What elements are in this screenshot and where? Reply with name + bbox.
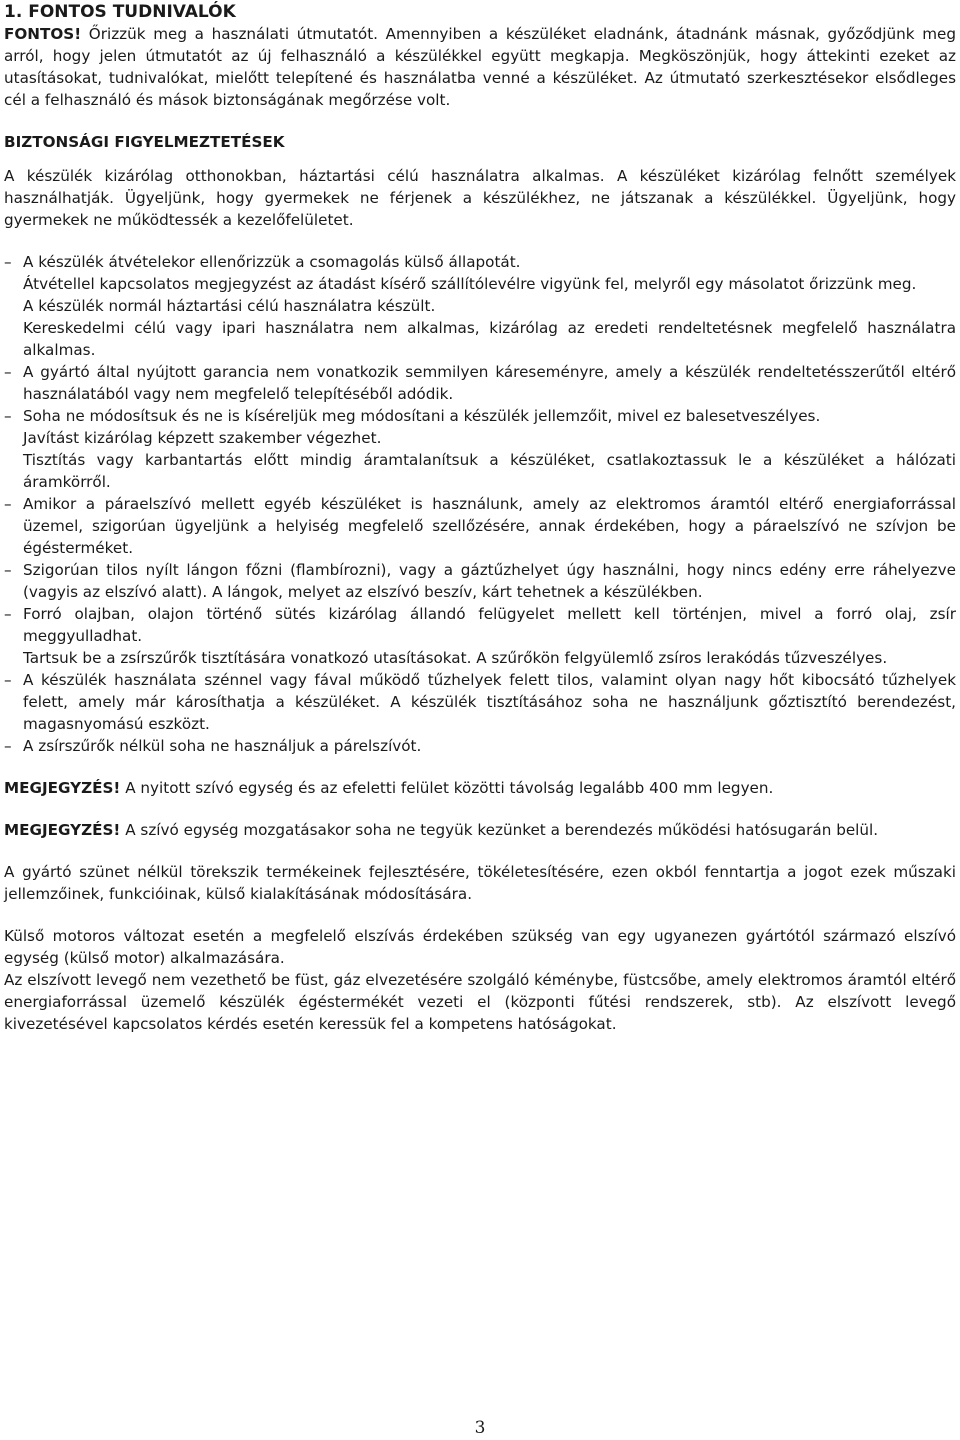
warning-item: – Forró olajban, olajon történő sütés kizárólag állandó felügyelet mellett kell történjen, mivel a forró olaj, zsír meggyulladhat. [4,605,956,645]
warning-continuation: Tartsuk be a zsírszűrők tisztítására vonatkozó utasításokat. A szűrőkön felgyülemlő zsíros lerakódás tűzveszélyes. [23,649,888,667]
warning-continuation: Tisztítás vagy karbantartás előtt mindig áramtalanítsuk a készüléket, csatlakoztassuk le a készüléket a hálózati áramkörről. [23,451,956,491]
safety-intro: A készülék kizárólag otthonokban, háztartási célú használatra alkalmas. A készüléket kizárólag felnőtt személyek használhatják. Ügyeljünk, hogy gyermekek ne férjenek a készülékhez, ne játszanak a készülékkel. Ügyeljünk, hogy gyermekek ne működtessék a kezelőfelületet. [4,167,956,229]
dash-bullet: – [4,407,12,425]
note-lead: MEGJEGYZÉS! [4,779,121,797]
dash-bullet: – [4,605,12,623]
dash-bullet: – [4,363,12,381]
warning-continuation: A készülék normál háztartási célú használatra készült. [23,297,436,315]
manual-page [4,0,956,1035]
dash-bullet: – [4,671,12,689]
note-paragraph: MEGJEGYZÉS! A szívó egység mozgatásakor soha ne tegyük kezünket a berendezés működési hatósugarán belül. [4,821,879,839]
intro-text: Őrizzük meg a használati útmutatót. Amennyiben a készüléket eladnánk, átadnánk másnak, győződjünk meg arról, hogy jelen útmutatót az új felhasználó a készülékkel együtt megkapja. Megköszönjük, hogy áttekinti ezeket az utasításokat, tudnivalókat, mielőtt telepítené és használatba venné a készüléket. Az útmutató szerkesztésekor elsődleges cél a felhasználó és mások biztonságának megőrzése volt. [4,25,956,109]
warning-item: – A készülék használata szénnel vagy fával működő tűzhelyek felett tilos, valamint olyan nagy hőt kibocsátó tűzhelyek felett, amely már károsíthatja a készüléket. A készülék tisztításához soha ne használjunk gőztisztító berendezést, magasnyomású eszközt. [4,671,956,733]
safety-title: BIZTONSÁGI FIGYELMEZTETÉSEK [4,133,285,151]
warning-item: – Szigorúan tilos nyílt lángon főzni (flambírozni), vagy a gáztűzhelyet úgy használni, hogy nincs edény erre ráhelyezve (vagyis az elszívó alatt). A lángok, melyet az elszívó beszív, kárt tehetnek a készülékben. [4,561,956,601]
warning-continuation: Javítást kizárólag képzett szakember végezhet. [23,429,382,447]
warning-item: – Amikor a páraelszívó mellett egyéb készüléket is használunk, amely az elektromos áramtól eltérő energiaforrással üzemel, szigorúan ügyeljünk a helyiség megfelelő szellőzésére, annak érdekében, hogy a páraelszívó ne szívjon be égésterméket. [4,495,956,557]
warning-item: – Soha ne módosítsuk és ne is kíséreljük meg módosítani a készülék jellemzőit, mivel ez balesetveszélyes. [4,407,821,425]
dash-bullet: – [4,253,12,271]
warning-item: – A gyártó által nyújtott garancia nem vonatkozik semmilyen káreseményre, amely a készülék rendeltetésszerűtől eltérő használatából vagy nem megfelelő telepítéséből adódik. [4,363,956,403]
warning-item: – A készülék átvételekor ellenőrizzük a csomagolás külső állapotát. [4,253,521,271]
page-number: 3 [474,1418,486,1438]
warning-continuation: Kereskedelmi célú vagy ipari használatra nem alkalmas, kizárólag az eredeti rendeltetésnek megfelelő használatra alkalmas. [23,319,956,359]
section-title: 1. FONTOS TUDNIVALÓK [4,2,236,22]
dash-bullet: – [4,495,12,513]
exhaust-note: Az elszívott levegő nem vezethető be füst, gáz elvezetésére szolgáló kéménybe, füstcsőbe, amely elektromos áramtól eltérő energiaforrással üzemelő készülék égéstermékét vezeti el (központi fűtési rendszerek, stb). Az elszívott levegő kivezetésével kapcsolatos kérdés esetén keressük fel a kompetens hatóságokat. [4,971,956,1033]
dash-bullet: – [4,561,12,579]
important-lead: FONTOS! [4,25,82,43]
warning-continuation: Átvétellel kapcsolatos megjegyzést az átadást kísérő szállítólevélre vigyünk fel, melyről egy másolatot őrizzünk meg. [23,275,917,293]
manufacturer-note: A gyártó szünet nélkül törekszik termékeinek fejlesztésére, tökéletesítésére, ezen okból fenntartja a jogot ezek műszaki jellemzőinek, funkcióinak, külső kialakításának módosítására. [4,863,956,903]
note-lead: MEGJEGYZÉS! [4,821,121,839]
warning-list [4,251,956,757]
intro-paragraph [4,23,956,111]
note-paragraph: MEGJEGYZÉS! A nyitott szívó egység és az efeletti felület közötti távolság legalább 400 mm legyen. [4,779,774,797]
dash-bullet: – [4,737,12,755]
warning-item: – A zsírszűrők nélkül soha ne használjuk a párelszívót. [4,737,422,755]
external-motor-note: Külső motoros változat esetén a megfelelő elszívás érdekében szükség van egy ugyanezen gyártótól származó elszívó egység (külső motor) alkalmazására. [4,927,956,967]
